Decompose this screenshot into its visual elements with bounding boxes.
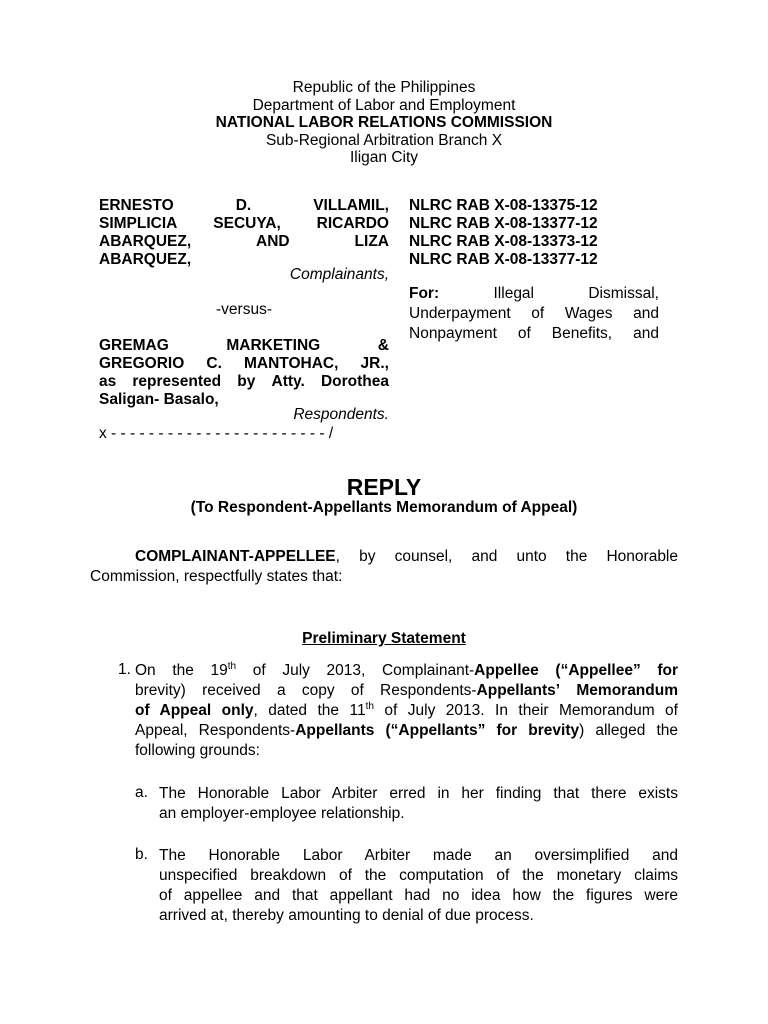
respondents-label: Respondents. xyxy=(293,406,389,423)
case-number: NLRC RAB X-08-13375-12 xyxy=(409,197,598,214)
header-department: Department of Labor and Employment xyxy=(252,97,516,114)
case-number: NLRC RAB X-08-13377-12 xyxy=(409,215,598,232)
case-nature: For: Illegal Dismissal, Underpayment of Wages and Nonpayment of Benefits, and xyxy=(409,285,659,342)
case-number: NLRC RAB X-08-13377-12 xyxy=(409,251,598,268)
item-1-number: 1. xyxy=(118,661,131,678)
header-republic: Republic of the Philippines xyxy=(292,79,476,96)
item-b-text: The Honorable Labor Arbiter made an oversimplified and unspecified breakdown of the computation of the monetary claims of appellee and that appellant had no idea how the figures were arrived at, thereby amounting to denial of due process. xyxy=(159,847,678,924)
complainants-label: Complainants, xyxy=(289,266,389,283)
case-numbers xyxy=(409,197,659,269)
header-city: Iligan City xyxy=(349,149,419,166)
case-number: NLRC RAB X-08-13373-12 xyxy=(409,233,598,250)
header-commission: NATIONAL LABOR RELATIONS COMMISSION xyxy=(215,114,553,131)
respondents-names: GREMAG MARKETING & GREGORIO C. MANTOHAC, JR., as represented by Atty. Dorothea Saligan- Basalo, xyxy=(99,337,389,408)
document-subtitle: (To Respondent-Appellants Memorandum of Appeal) xyxy=(190,499,578,516)
item-1-text: On the 19th of July 2013, Complainant-Appellee (“Appellee” for brevity) received a copy of Respondents-Appellants’ Memorandum of Appeal only, dated the 11th of July 2013. In their Memorandum of Appeal, Respondents-Appellants (“Appellants” for brevity) alleged the following grounds: xyxy=(135,660,679,759)
versus-label: -versus- xyxy=(216,301,272,318)
item-a-label: a. xyxy=(135,784,148,801)
document-title: REPLY xyxy=(346,474,422,500)
section-heading: Preliminary Statement xyxy=(302,630,466,647)
caption-rule-line: x - - - - - - - - - - - - - - - - - - - - - - - / xyxy=(99,425,334,442)
item-b-label: b. xyxy=(135,846,148,863)
item-a-text: The Honorable Labor Arbiter erred in her finding that there exists an employer-employee relationship. xyxy=(159,785,678,822)
intro-line-1: COMPLAINANT-APPELLEE , by counsel, and unto the Honorable xyxy=(135,548,678,565)
complainants-names: ERNESTO D. VILLAMIL, SIMPLICIA SECUYA, RICARDO ABARQUEZ, AND LIZA ABARQUEZ, xyxy=(99,197,389,268)
header-branch: Sub-Regional Arbitration Branch X xyxy=(265,132,503,149)
intro-line-2: Commission, respectfully states that: xyxy=(90,568,343,585)
